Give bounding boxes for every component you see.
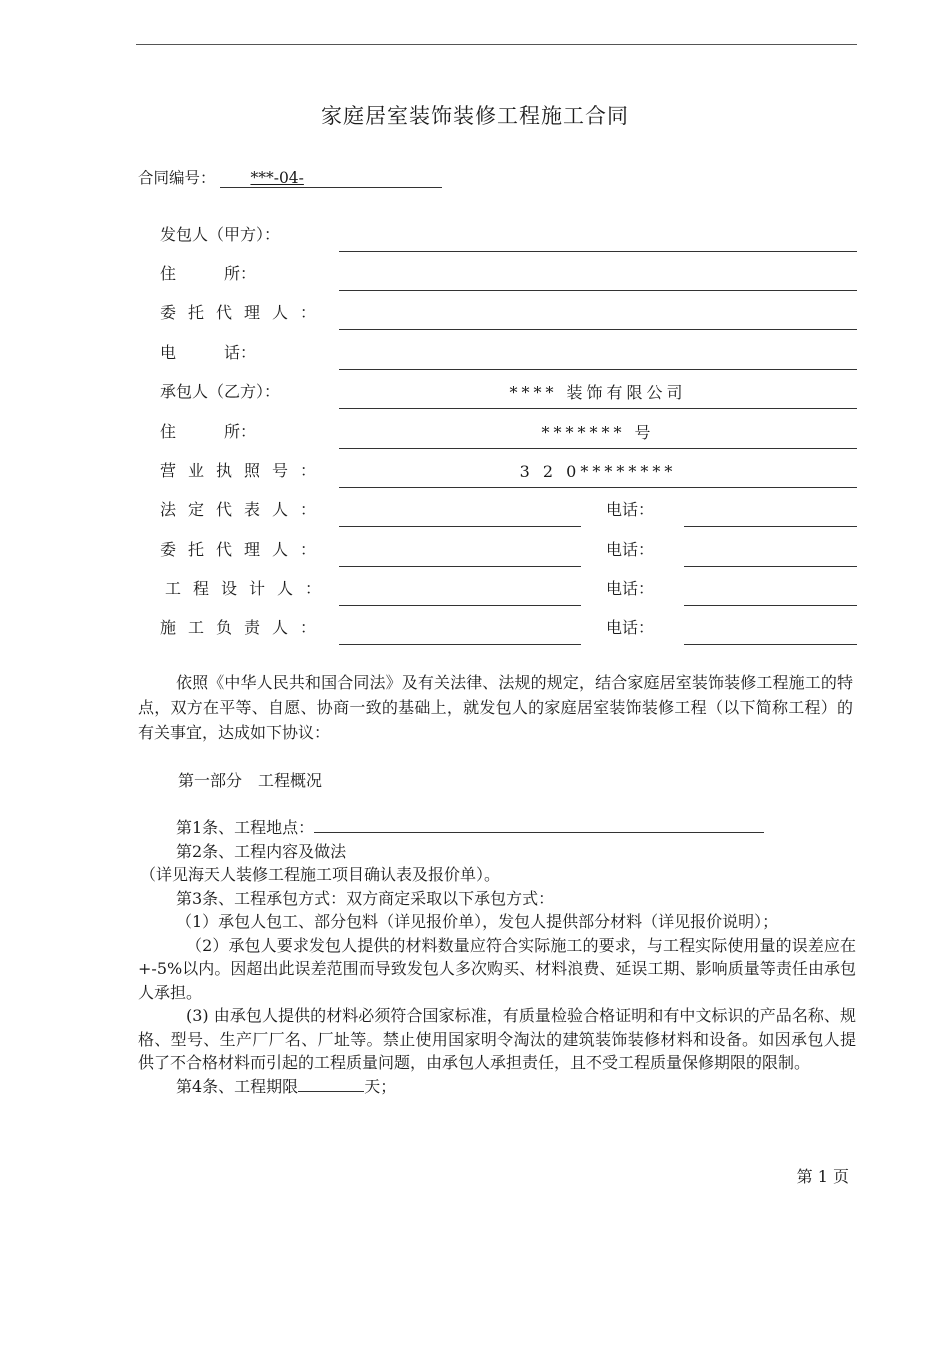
document-title: 家庭居室装饰装修工程施工合同 — [321, 104, 629, 128]
field-legal-rep — [0, 487, 950, 527]
clause-4 — [138, 1075, 856, 1099]
field-site-manager — [0, 605, 950, 645]
party-b-label: 承包人（乙方）： — [160, 382, 281, 401]
address-a-label: 住 所： — [160, 264, 257, 283]
field-address-b — [0, 409, 950, 449]
legal-rep-line — [339, 496, 581, 527]
clause-2-note: （详见海天人装修工程施工项目确认表及报价单）。 — [140, 865, 501, 884]
designer-label: 工程设计人： — [165, 579, 334, 598]
agent-a-line — [339, 299, 857, 330]
field-party-b — [0, 369, 950, 409]
party-b-value: **** 装饰有限公司 — [339, 378, 857, 409]
site-manager-phone-line — [684, 614, 857, 645]
legal-rep-label: 法定代表人： — [160, 500, 329, 519]
field-address-a — [0, 251, 950, 291]
phone-a-line — [339, 339, 857, 370]
agent-b-line — [339, 536, 581, 567]
agent-b-label: 委托代理人： — [160, 540, 329, 559]
field-agent-b — [0, 527, 950, 567]
agent-a-label: 委托代理人： — [160, 303, 329, 322]
field-phone-a — [0, 330, 950, 370]
clause-4-unit: 天； — [364, 1076, 397, 1096]
header-rule — [136, 44, 857, 45]
site-manager-phone-label: 电话： — [606, 618, 655, 637]
clauses — [138, 816, 856, 1098]
field-agent-a — [0, 290, 950, 330]
field-designer — [0, 566, 950, 606]
license-value: 3 2 0******** — [339, 457, 857, 488]
page-number: 第 1 页 — [796, 1167, 849, 1186]
party-a-label: 发包人（甲方）： — [160, 225, 281, 244]
agent-b-phone-line — [684, 536, 857, 567]
legal-rep-phone-line — [684, 496, 857, 527]
clause-1-label: 第1条、工程地点： — [176, 818, 315, 837]
field-party-a — [0, 212, 950, 252]
clause-3: 第3条、工程承包方式：双方商定采取以下承包方式： — [176, 888, 555, 908]
field-license — [0, 448, 950, 488]
site-manager-line — [339, 614, 581, 645]
clause-2: 第2条、工程内容及做法 — [176, 841, 347, 861]
site-manager-label: 施工负责人： — [160, 618, 329, 637]
clause-3-1: （1）承包人包工、部分包料（详见报价单），发包人提供部分材料（详见报价说明）； — [176, 912, 779, 931]
agent-b-phone-label: 电话： — [606, 540, 655, 559]
contract-number — [138, 166, 442, 188]
designer-phone-line — [684, 575, 857, 606]
address-a-line — [339, 260, 857, 291]
contract-number-value: ***-04- — [250, 169, 304, 187]
contract-number-label: 合同编号： — [138, 169, 216, 187]
address-b-value: ******* 号 — [339, 418, 857, 449]
legal-rep-phone-label: 电话： — [606, 500, 655, 519]
clause-4-label: 第4条、工程期限 — [176, 1076, 299, 1096]
license-label: 营业执照号： — [160, 461, 329, 480]
clause-3-3: (3) 由承包人提供的材料必须符合国家标准，有质量检验合格证明和有中文标识的产品名称、规格、型号、生产厂厂名、厂址等。禁止使用国家明令淘汰的建筑装饰装修材料和设备。如因承包人提供了不合格材料而引起的工程质量问题，由承包人承担责任，且不受工程质量保修期限的限制。 — [138, 1006, 856, 1072]
designer-phone-label: 电话： — [606, 579, 655, 598]
clause-4-blank — [298, 1077, 364, 1092]
phone-a-label: 电 话： — [160, 343, 257, 362]
clause-3-2: （2）承包人要求发包人提供的材料数量应符合实际施工的要求，与工程实际使用量的误差应在+-5%以内。因超出此误差范围而导致发包人多次购买、材料浪费、延误工期、影响质量等责任由承包人承担。 — [138, 935, 856, 1002]
clause-1-blank — [314, 818, 764, 833]
section-heading: 第一部分 工程概况 — [178, 771, 323, 790]
address-b-label: 住 所： — [160, 422, 257, 441]
designer-line — [339, 575, 581, 606]
contract-number-field — [220, 167, 442, 188]
intro-paragraph: 依照《中华人民共和国合同法》及有关法律、法规的规定，结合家庭居室装饰装修工程施工的特点，双方在平等、自愿、协商一致的基础上，就发包人的家庭居室装饰装修工程（以下简称工程）的有关事宜，达成如下协议： — [138, 673, 853, 742]
clause-1 — [138, 816, 856, 840]
party-a-line — [339, 221, 857, 252]
